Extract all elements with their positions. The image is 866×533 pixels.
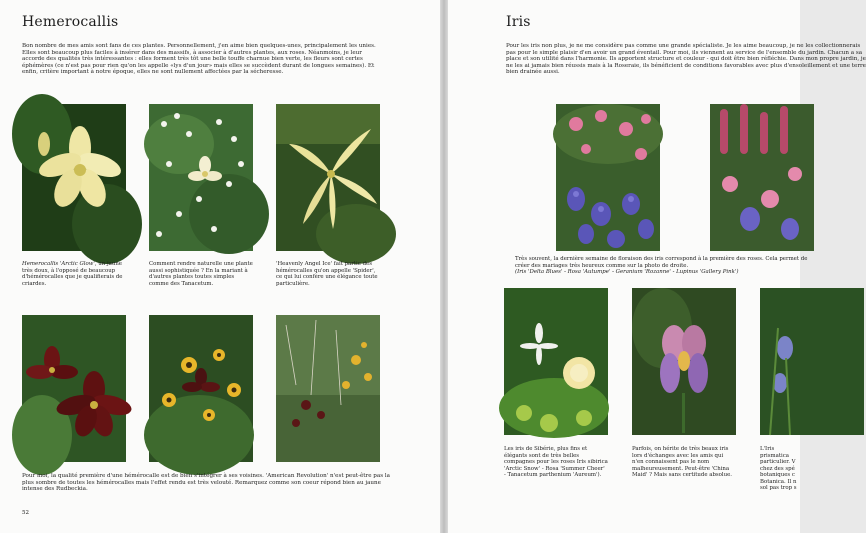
photo-garden-border [276, 315, 380, 462]
page-title: Hemerocallis [22, 14, 119, 30]
caption-china-maid: Parfois, on hérite de très beaux iris lors d'échanges avec les amis qui n'en connaissent pas le nom malheureusement. Peut-être 'China Maid' ? Mais sans certitude absolue. [632, 446, 733, 478]
book-gutter [440, 0, 448, 533]
iris-mid-caption: Très souvent, la dernière semaine de floraison des iris correspond à la première des roses. Cela permet de créer des mariages très heureux comme sur la photo de droite. (Iris 'Delta Blues' - Rosa 'Autumpe' - Geranium 'Rozanne' - Lupinus 'Gallery Pink') [515, 256, 808, 275]
photo-rudbeckia-mix [149, 315, 253, 462]
iris-intro-paragraph: Pour les iris non plus, je ne me considère pas comme une grande spécialiste. Je les aime beaucoup, je ne les collectionnerais pas pour le simple plaisir d'en avoir un grand éventail. Pour moi, ils viennent au service de l'ensemble du jardin. Chacun a sa place et son utilité dans l'harmonie. Ils apportent structure et couleur - qui doit être bien réfléchie. Dans mon propre jardin, je ne les ai jamais bien réussis mais à la Roseraie, ils bénéficient de conditions favorables avec plus d'ensoleillement et une terre bien drainée aussi. [506, 43, 866, 76]
right-page [448, 0, 866, 533]
photo-arctic-glow [22, 104, 126, 251]
caption-arctic-glow: Hemerocallis 'Arctic Glow', un jaune très doux, à l'opposé de beaucoup d'hémérocalles que je qualifierais de criardes. [22, 261, 123, 287]
caption-iris-prismatica: L'Iris prismatica particulier. V chez des spé botaniques c Botanica. Il n sol pas trop s [760, 446, 797, 491]
caption-tanacetum: Comment rendre naturelle une plante aussi sophistiquée ? En la mariant à d'autres plantes toutes simples comme des Tanacetum. [149, 261, 253, 287]
page-number: 52 [22, 510, 29, 516]
photo-american-revolution [22, 315, 126, 462]
photo-tanacetum-mix [149, 104, 253, 251]
photo-heavenly-angel-ice [276, 104, 380, 251]
intro-paragraph: Bon nombre de mes amis sont fans de ces plantes. Personnellement, j'en aime bien quelques-unes, principalement les unies. Elles sont beaucoup plus faciles à insérer dans des massifs, à associer à d'autres plantes, aux roses. Néanmoins, je leur accorde des qualités très intéressantes : elles forment très tôt une belle touffe charnue bien verte, les fleurs sont certes éphémères (ce n'est pas pour rien qu'on les appelle «lys d'un jour» mais elles se succèdent durant de longues semaines). Et enfin, critère important à notre époque, elles ne sont nullement affectées par la sécheresse. [22, 43, 376, 76]
photo-iris-china-maid [632, 288, 736, 435]
footer-paragraph: Pour moi, la qualité première d'une hémérocalle est de bien s'intégrer à ses voisines. 'American Revolution' n'est peut-être pas la plus sombre de toutes les hémérocalles mais l'effet rendu est très velouté. Remarquez comme son coeur répond bien au jaune intense des Rudbeckia. [22, 473, 390, 493]
photo-iris-prismatica [760, 288, 864, 435]
caption-heavenly-angel: 'Heavenly Angel Ice' fait partie des hémérocalles qu'on appelle 'Spider', ce qui lui confère une élégance toute particulière. [276, 261, 378, 287]
page-title-iris: Iris [506, 14, 531, 30]
photo-lupinus-roses [710, 104, 814, 251]
photo-iris-arctic-snow [504, 288, 608, 435]
photo-iris-delta-blues [556, 104, 660, 251]
caption-iris-sibirica: Les iris de Sibérie, plus fins et élégants sont de très belles compagnes pour les roses Iris sibirica 'Arctic Snow' - Rosa 'Summer Cheer' - Tanacetum parthenium 'Aureum'). [504, 446, 608, 478]
